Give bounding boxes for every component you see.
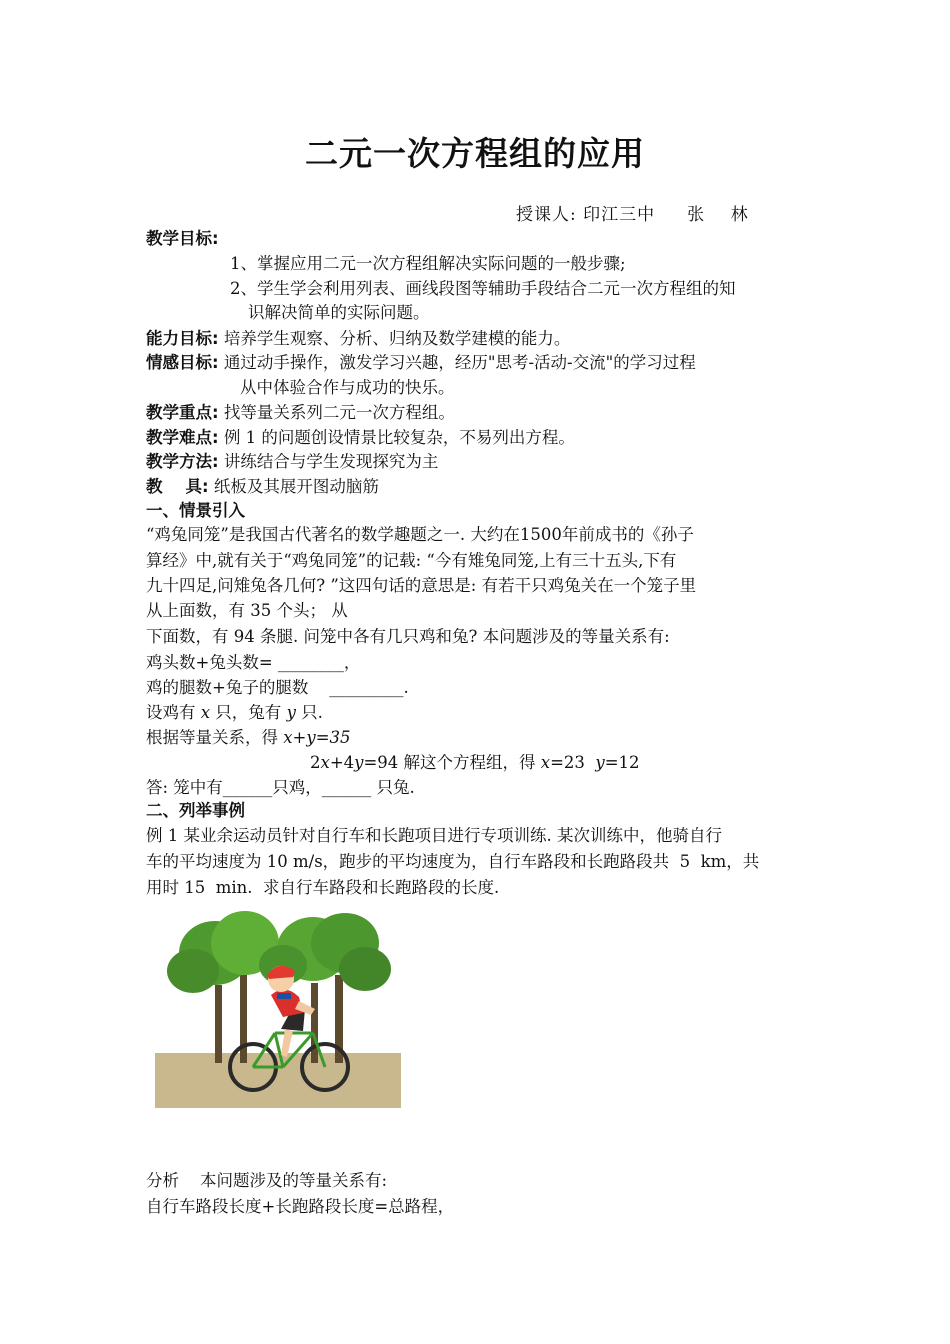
objective-item-2a: 2、学生学会利用列表、画线段图等辅助手段结合二元一次方程组的知	[230, 279, 736, 298]
teaching-tools: 教 具: 纸板及其展开图动脑筋	[146, 477, 379, 496]
objective-item-1: 1、掌握应用二元一次方程组解决实际问题的一般步骤;	[230, 254, 626, 273]
example-line-1: 例 1 某业余运动员针对自行车和长跑项目进行专项训练. 某次训练中，他骑自行	[146, 826, 722, 845]
analysis-line-2: 自行车路段长度+长跑路段长度=总路程，	[146, 1197, 455, 1216]
analysis-line-1: 分析 本问题涉及的等量关系有:	[146, 1171, 388, 1190]
variable-setup: 设鸡有 x 只，兔有 y 只.	[146, 703, 323, 722]
intro-line-2: 算经》中,就有关于“鸡兔同笼”的记载: “今有雉兔同笼,上有三十五头,下有	[146, 551, 677, 570]
equation-1-line: 根据等量关系，得 x+y=35	[146, 728, 351, 747]
objectives-label: 教学目标:	[146, 229, 219, 248]
cyclist-illustration	[153, 905, 403, 1110]
objective-item-2b: 识解决简单的实际问题。	[248, 303, 430, 322]
relation-blank-1: 鸡头数+兔头数= ________，	[146, 653, 361, 672]
ground	[155, 1053, 401, 1108]
example-line-3: 用时 15 min. 求自行车路段和长跑路段的长度.	[146, 878, 500, 897]
difficulty: 教学难点: 例 1 的问题创设情景比较复杂，不易列出方程。	[146, 428, 575, 447]
author-line: 授课人: 印江三中 张 林	[516, 205, 749, 225]
ability-goal: 能力目标: 培养学生观察、分析、归纳及数学建模的能力。	[146, 329, 571, 348]
answer-blank: 答: 笼中有______只鸡，______ 只兔.	[146, 778, 415, 797]
equation-2-line: 2x+4y=94 解这个方程组，得 x=23 y=12	[310, 753, 640, 772]
relation-blank-2: 鸡的腿数+兔子的腿数 _________.	[146, 678, 409, 697]
section-2-heading: 二、列举事例	[146, 801, 245, 820]
intro-line-1: “鸡兔同笼”是我国古代著名的数学趣题之一. 大约在1500年前成书的《孙子	[146, 525, 694, 544]
emotion-goal: 情感目标: 通过动手操作，激发学习兴趣，经历"思考-活动-交流"的学习过程	[146, 353, 696, 372]
intro-line-3: 九十四足,问雉兔各几何? ”这四句话的意思是: 有若干只鸡兔关在一个笼子里	[146, 576, 697, 595]
key-point: 教学重点: 找等量关系列二元一次方程组。	[146, 403, 455, 422]
emotion-goal-cont: 从中体验合作与成功的快乐。	[240, 378, 455, 397]
teaching-method: 教学方法: 讲练结合与学生发现探究为主	[146, 452, 439, 471]
intro-line-4: 从上面数，有 35 个头； 从	[146, 601, 348, 620]
section-1-heading: 一、情景引入	[146, 501, 245, 520]
page-title: 二元一次方程组的应用	[305, 134, 645, 173]
intro-line-5: 下面数，有 94 条腿. 问笼中各有几只鸡和兔? 本问题涉及的等量关系有:	[146, 627, 670, 646]
example-line-2: 车的平均速度为 10 m/s，跑步的平均速度为，自行车路段和长跑路段共 5 km，共	[146, 852, 760, 871]
